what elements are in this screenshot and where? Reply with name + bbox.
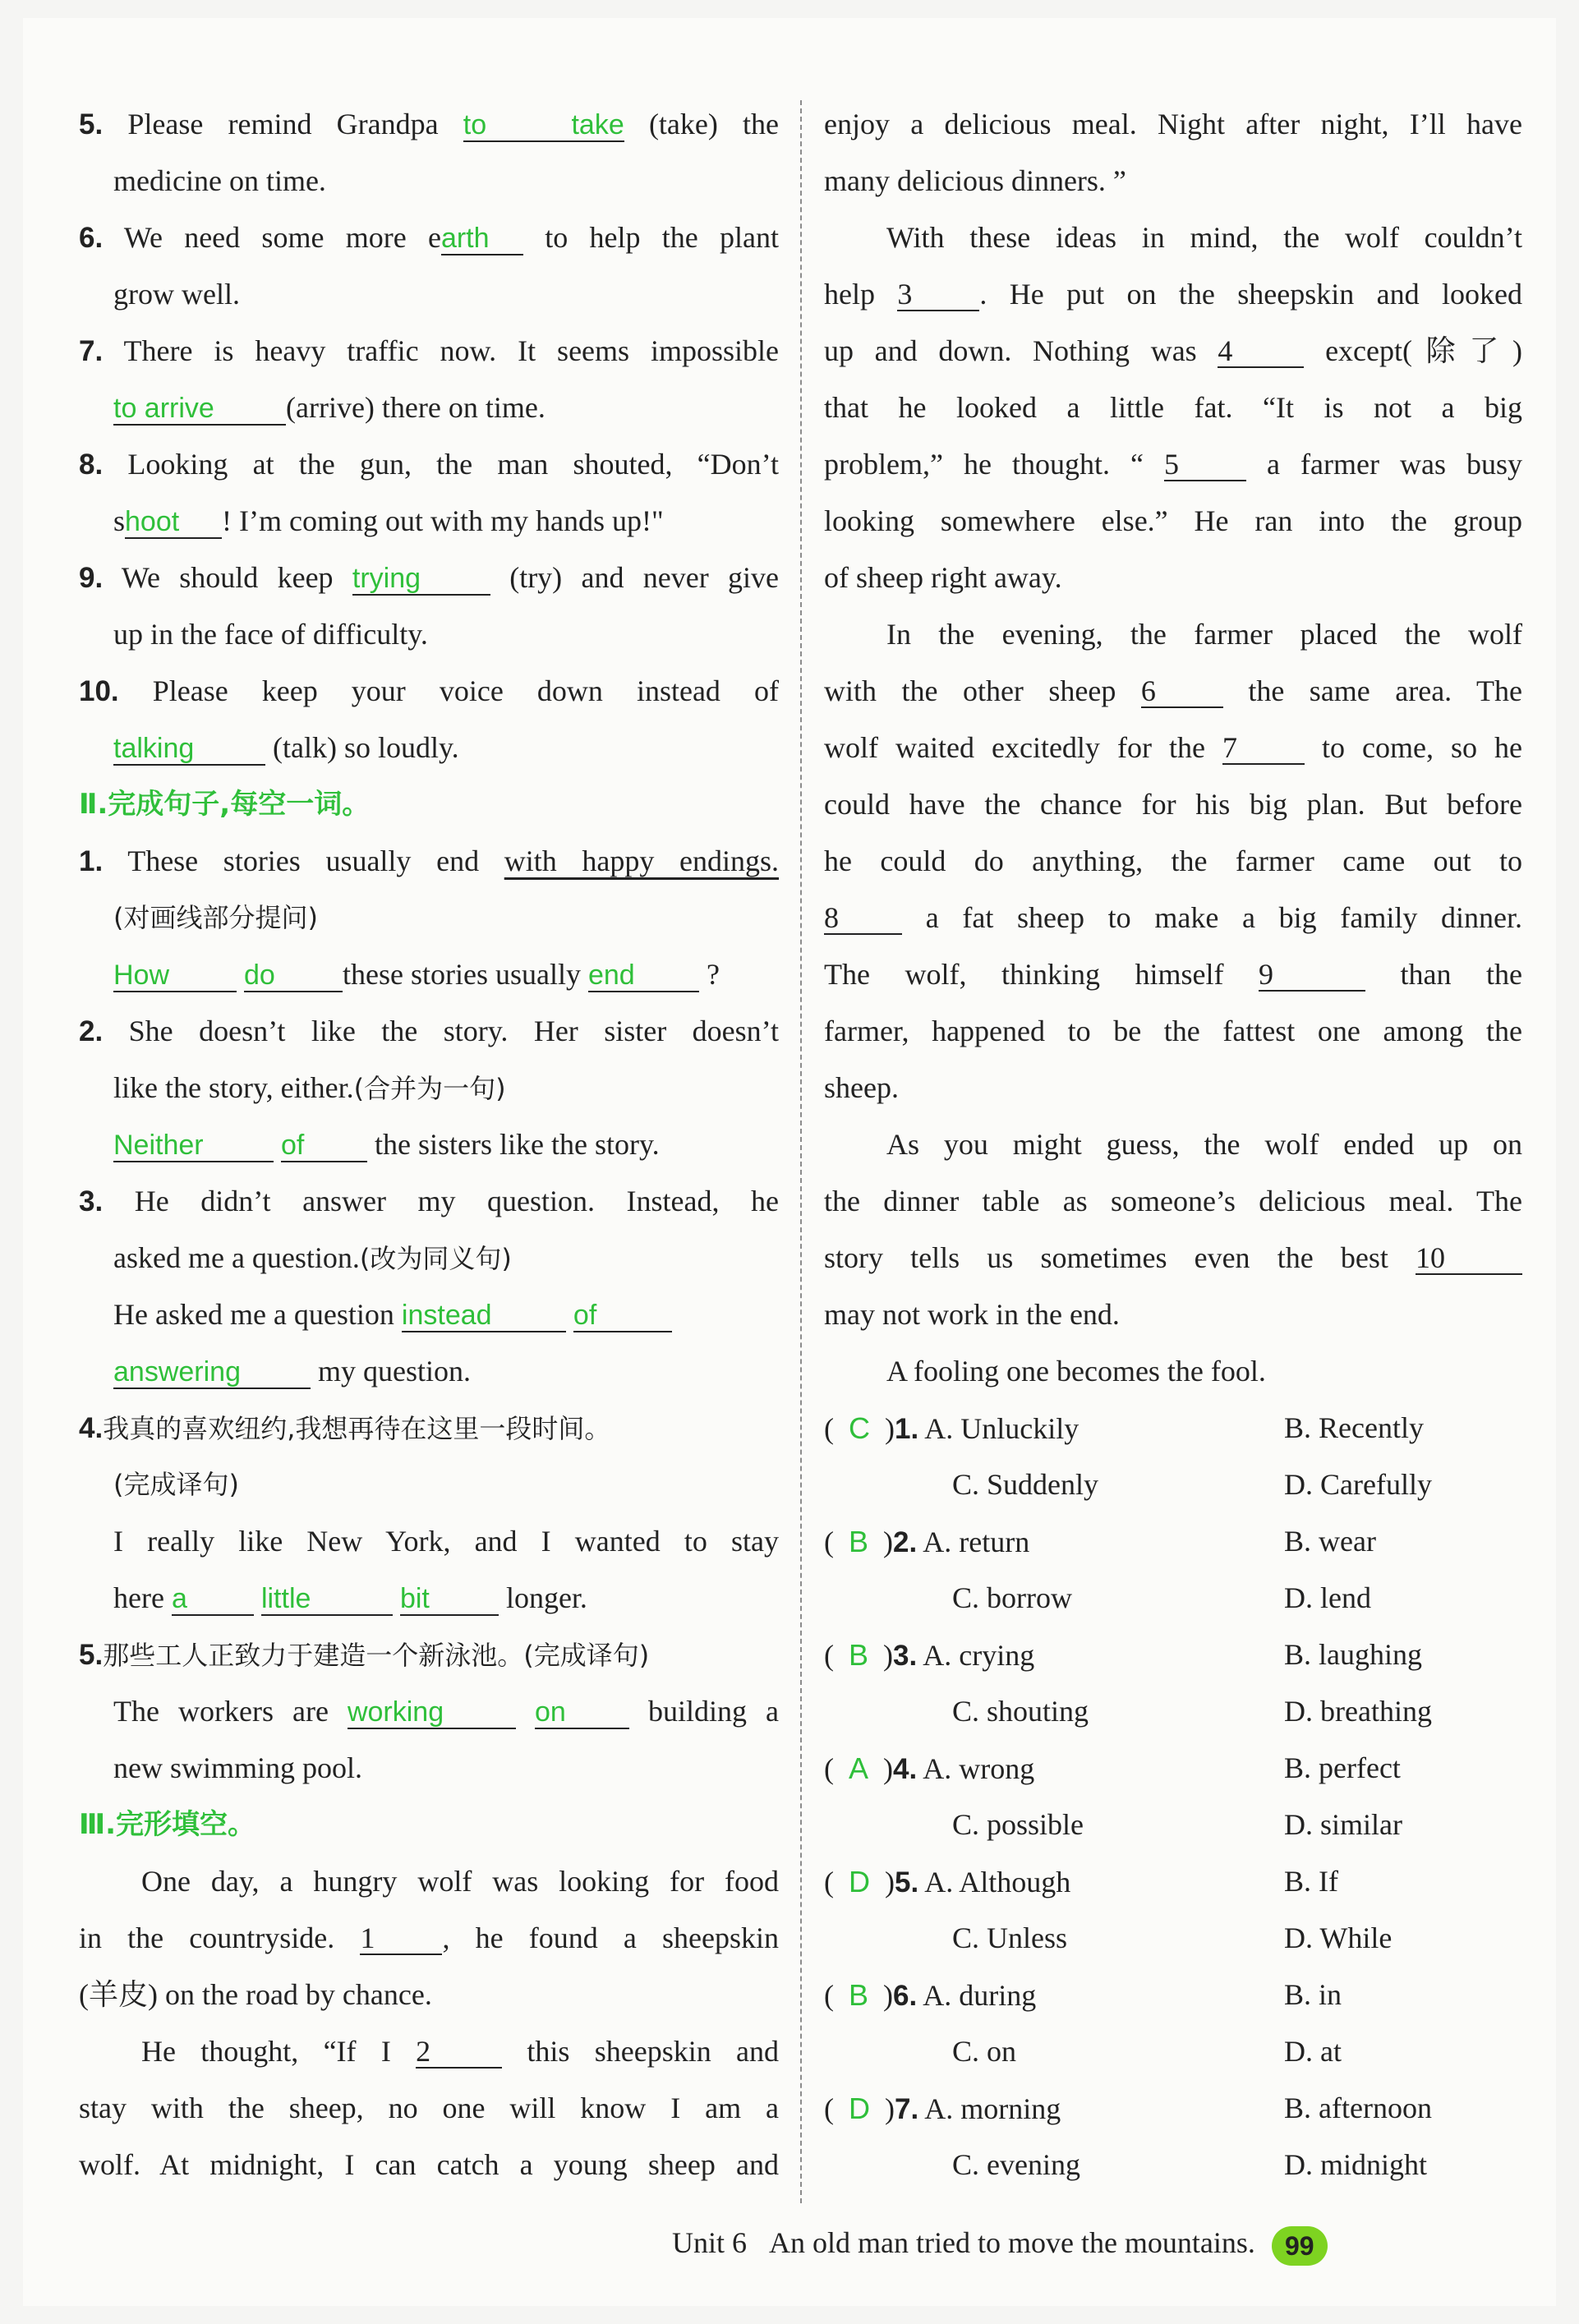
q8-line2: shoot ! I’m coming out with my hands up!" bbox=[113, 504, 664, 537]
r-line3: With these ideas in mind, the wolf couldn’t bbox=[886, 221, 1522, 254]
choice-item: ( B )6. A. during B. in C. on D. at bbox=[824, 1967, 1522, 2080]
s5-line3: new swimming pool. bbox=[113, 1751, 362, 1784]
right-column bbox=[824, 96, 1522, 2193]
answer-paren: ( B )6. A. during bbox=[824, 1978, 1037, 2012]
choice-item: ( C )1. A. Unluckily B. Recently C. Suddenly D. Carefully bbox=[824, 1400, 1522, 1513]
answer-s3-3: answering bbox=[113, 1356, 311, 1389]
answer-s1-3: end bbox=[588, 960, 699, 992]
r-line15: 8 a fat sheep to make a big family dinner. bbox=[824, 901, 1522, 934]
choice-answer: B bbox=[849, 1525, 869, 1558]
q10-line1: 10. Please keep your voice down instead of bbox=[79, 674, 779, 707]
answer-paren: ( D )7. A. morning bbox=[824, 2092, 1061, 2125]
answer-q7: to arrive bbox=[113, 393, 286, 426]
q5-line2: medicine on time. bbox=[113, 164, 326, 197]
answer-s4-1: a bbox=[172, 1583, 254, 1616]
s4-line1: 4.我真的喜欢纽约,我想再待在这里一段时间。 bbox=[79, 1412, 611, 1444]
r-line6: that he looked a little fat. “It is not a big bbox=[824, 391, 1522, 424]
answer-paren: ( B )2. A. return bbox=[824, 1525, 1030, 1558]
s1-line3: How do these stories usually end ? bbox=[113, 958, 720, 991]
r-line14: he could do anything, the farmer came out to bbox=[824, 844, 1522, 877]
section-2-heading: Ⅱ.完成句子,每空一词。 bbox=[79, 788, 371, 821]
blank-2: 2 bbox=[416, 2036, 502, 2069]
s3-line4: answering my question. bbox=[113, 1355, 471, 1387]
r-line10: In the evening, the farmer placed the wolf bbox=[886, 618, 1522, 651]
choice-answer: C bbox=[849, 1411, 870, 1445]
r-line13: could have the chance for his big plan. But before bbox=[824, 788, 1522, 821]
choice-answer: B bbox=[849, 1638, 869, 1672]
s2-line1: 2. She doesn’t like the story. Her sister doesn’t bbox=[79, 1015, 779, 1047]
r-line18: sheep. bbox=[824, 1071, 899, 1104]
answer-q10: talking bbox=[113, 733, 265, 766]
answer-q8: hoot bbox=[125, 506, 222, 539]
answer-s5-1: working bbox=[348, 1696, 516, 1729]
blank-5: 5 bbox=[1164, 449, 1246, 481]
choice-item: ( D )5. A. Although B. If C. Unless D. While bbox=[824, 1853, 1522, 1967]
r-line16: The wolf, thinking himself 9 than the bbox=[824, 958, 1522, 991]
choice-item: ( A )4. A. wrong B. perfect C. possible D. similar bbox=[824, 1740, 1522, 1853]
choice-answer: D bbox=[849, 1865, 870, 1898]
blank-6: 6 bbox=[1141, 675, 1223, 708]
answer-s3-1: instead bbox=[402, 1300, 566, 1332]
q7-line1: 7. There is heavy traffic now. It seems impossible bbox=[79, 334, 779, 367]
s1-line2: (对画线部分提问) bbox=[113, 902, 318, 933]
blank-8: 8 bbox=[824, 902, 902, 935]
r-line22: may not work in the end. bbox=[824, 1298, 1120, 1331]
choice-item: ( D )7. A. morning B. afternoon C. evening D. midnight bbox=[824, 2080, 1522, 2193]
s3-line3: He asked me a question instead of bbox=[79, 1286, 779, 1343]
answer-s4-2: little bbox=[261, 1583, 393, 1616]
choice-item: ( B )3. A. crying B. laughing C. shouting D. breathing bbox=[824, 1627, 1522, 1740]
r-line23: A fooling one becomes the fool. bbox=[886, 1355, 1266, 1387]
answer-q9: trying bbox=[352, 563, 490, 596]
choice-answer: D bbox=[849, 2092, 870, 2125]
answer-s2-1: Neither bbox=[113, 1130, 274, 1162]
r-line4: help 3 . He put on the sheepskin and looked bbox=[824, 278, 1522, 311]
workbook-page bbox=[23, 18, 1556, 2306]
answer-s1-1: How bbox=[113, 960, 237, 992]
choice-answer: B bbox=[849, 1978, 869, 2012]
r-line2: many delicious dinners. ” bbox=[824, 164, 1126, 197]
q8-line1: 8. Looking at the gun, the man shouted, “Don’t bbox=[79, 448, 779, 481]
blank-3: 3 bbox=[897, 278, 979, 311]
passage-line3: (羊皮) on the road by chance. bbox=[79, 1978, 432, 2011]
s2-line2: like the story, either.(合并为一句) bbox=[113, 1071, 506, 1104]
blank-9: 9 bbox=[1259, 959, 1365, 992]
r-line11: with the other sheep 6 the same area. The bbox=[824, 674, 1522, 707]
blank-4: 4 bbox=[1218, 335, 1304, 368]
passage-line2: in the countryside. 1 , he found a sheepskin bbox=[79, 1921, 779, 1954]
answer-s1-2: do bbox=[244, 960, 343, 992]
r-line20: the dinner table as someone’s delicious meal. The bbox=[824, 1185, 1522, 1217]
s5-line1: 5.那些工人正致力于建造一个新泳池。(完成译句) bbox=[79, 1639, 650, 1671]
s3-line1: 3. He didn’t answer my question. Instead, he bbox=[79, 1185, 780, 1217]
page-footer bbox=[672, 2218, 1328, 2267]
s5-line2: The workers are working on building a bbox=[113, 1695, 780, 1728]
answer-s3-2: of bbox=[573, 1300, 672, 1332]
left-column bbox=[79, 96, 779, 2193]
passage-line6: wolf. At midnight, I can catch a young sheep and bbox=[79, 2148, 779, 2181]
blank-10: 10 bbox=[1416, 1242, 1522, 1275]
r-line21: story tells us sometimes even the best 10 bbox=[824, 1230, 1522, 1286]
s4-line4: here a little bit longer. bbox=[113, 1581, 587, 1614]
s4-line2: (完成译句) bbox=[113, 1469, 239, 1500]
answer-paren: ( B )3. A. crying bbox=[824, 1638, 1035, 1672]
answer-s5-2: on bbox=[535, 1696, 629, 1729]
footer-title: An old man tried to move the mountains. bbox=[769, 2226, 1255, 2259]
answer-s2-2: of bbox=[281, 1130, 367, 1162]
r-line12: wolf waited excitedly for the 7 to come, so he bbox=[824, 731, 1523, 764]
q10-line2: talking (talk) so loudly. bbox=[113, 731, 459, 764]
r-line17: farmer, happened to be the fattest one among the bbox=[824, 1015, 1522, 1047]
r-line9: of sheep right away. bbox=[824, 561, 1062, 594]
blank-1: 1 bbox=[360, 1922, 442, 1955]
q9-line2: up in the face of difficulty. bbox=[113, 618, 428, 651]
r-line1: enjoy a delicious meal. Night after night, I’ll have bbox=[824, 108, 1522, 140]
q6-line1: 6. We need some more earth to help the plant bbox=[79, 221, 780, 254]
passage-line5: stay with the sheep, no one will know I am a bbox=[79, 2092, 779, 2124]
s4-line3: I really like New York, and I wanted to stay bbox=[113, 1525, 779, 1558]
answer-paren: ( D )5. A. Although bbox=[824, 1865, 1071, 1898]
s2-line3: Neither of the sisters like the story. bbox=[113, 1128, 660, 1161]
r-line5: up and down. Nothing was 4 except(除了) bbox=[824, 334, 1523, 367]
answer-s4-3: bit bbox=[400, 1583, 499, 1616]
page-number: 99 bbox=[1272, 2226, 1328, 2266]
passage-line4: He thought, “If I 2 this sheepskin and bbox=[141, 2035, 779, 2068]
q6-line2: grow well. bbox=[113, 278, 240, 311]
q5-line1: 5. Please remind Grandpa to take (take) the bbox=[79, 108, 780, 140]
answer-q5: to take bbox=[463, 109, 624, 140]
section-3-heading: Ⅲ.完形填空。 bbox=[79, 1808, 256, 1841]
q7-line2: to arrive (arrive) there on time. bbox=[113, 391, 546, 424]
column-divider bbox=[800, 100, 802, 2203]
q9-line1: 9. We should keep trying (try) and never give bbox=[79, 561, 780, 594]
s3-line2: asked me a question.(改为同义句) bbox=[113, 1241, 512, 1274]
passage-line1: One day, a hungry wolf was looking for food bbox=[141, 1865, 779, 1898]
blank-7: 7 bbox=[1222, 732, 1305, 765]
s1-line1: 1. These stories usually end with happy endings. bbox=[79, 844, 779, 877]
r-line8: looking somewhere else.” He ran into the group bbox=[824, 504, 1522, 537]
choice-item: ( B )2. A. return B. wear C. borrow D. lend bbox=[824, 1513, 1522, 1627]
answer-paren: ( A )4. A. wrong bbox=[824, 1751, 1035, 1785]
r-line19: As you might guess, the wolf ended up on bbox=[886, 1128, 1522, 1161]
answer-q6: arth bbox=[441, 223, 523, 255]
choice-list bbox=[824, 1400, 1522, 2193]
choice-answer: A bbox=[849, 1751, 869, 1785]
footer-unit: Unit 6 bbox=[672, 2226, 748, 2259]
r-line7: problem,” he thought. “ 5 a farmer was busy bbox=[824, 448, 1523, 481]
answer-paren: ( C )1. A. Unluckily bbox=[824, 1411, 1080, 1445]
